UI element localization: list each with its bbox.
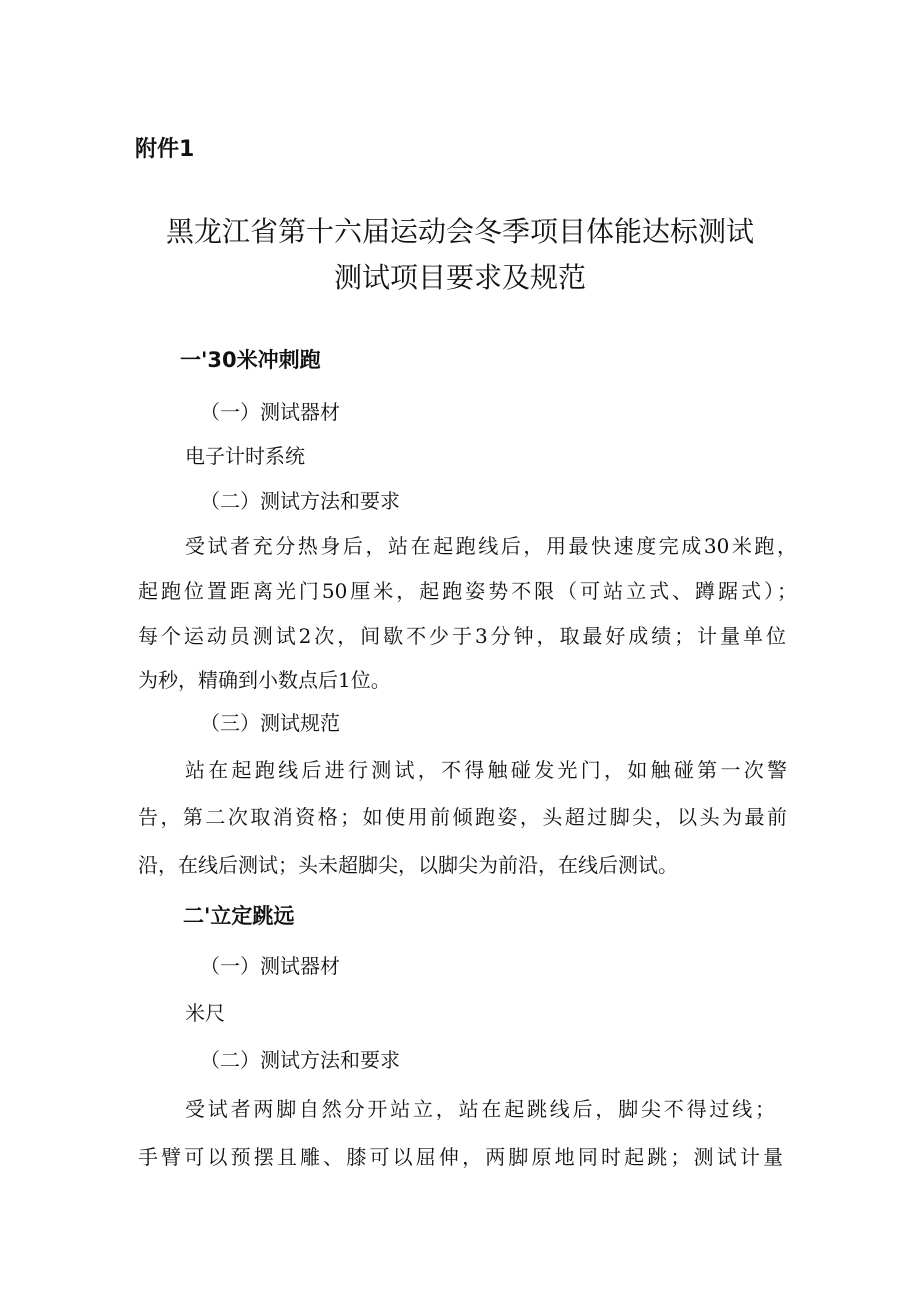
section1-method-line: 每个运动员测试2次，间歇不少于3分钟，取最好成绩；计量单位 — [138, 624, 786, 648]
section1-sub-equipment: （一）测试器材 — [200, 400, 340, 424]
section1-sub-method: （二）测试方法和要求 — [200, 489, 400, 513]
section2-method-line: 手臂可以预摆且雕、膝可以屈伸，两脚原地同时起跳；测试计量 — [138, 1145, 783, 1169]
document-title-line1: 黑龙江省第十六届运动会冬季项目体能达标测试 — [165, 215, 754, 248]
section2-equipment-text: 米尺 — [185, 1001, 225, 1025]
section1-rules-line: 沿，在线后测试；头未超脚尖，以脚尖为前沿，在线后测试。 — [138, 853, 678, 877]
section2-method-line: 受试者两脚自然分开站立，站在起跳线后，脚尖不得过线； — [185, 1097, 775, 1121]
section1-equipment-text: 电子计时系统 — [185, 444, 305, 468]
section1-heading: 一'30米冲刺跑 — [180, 348, 321, 372]
attachment-label: 附件1 — [135, 137, 195, 162]
section1-sub-rules: （三）测试规范 — [200, 711, 340, 735]
section2-heading: 二'立定跳远 — [183, 904, 295, 928]
section1-rules-line: 站在起跑线后进行测试，不得触碰发光门，如触碰第一次警 — [185, 758, 787, 782]
section1-method-line: 起跑位置距离光门50厘米，起跑姿势不限（可站立式、蹲踞式）； — [138, 579, 797, 603]
document-title-line2: 测试项目要求及规范 — [333, 261, 586, 294]
section1-rules-line: 告，第二次取消资格；如使用前倾跑姿，头超过脚尖，以头为最前 — [138, 805, 787, 829]
section2-sub-equipment: （一）测试器材 — [200, 954, 340, 978]
section1-method-line: 为秒，精确到小数点后1位。 — [138, 668, 391, 692]
section2-sub-method: （二）测试方法和要求 — [200, 1048, 400, 1072]
section1-method-line: 受试者充分热身后，站在起跑线后，用最快速度完成30米跑， — [185, 534, 797, 558]
